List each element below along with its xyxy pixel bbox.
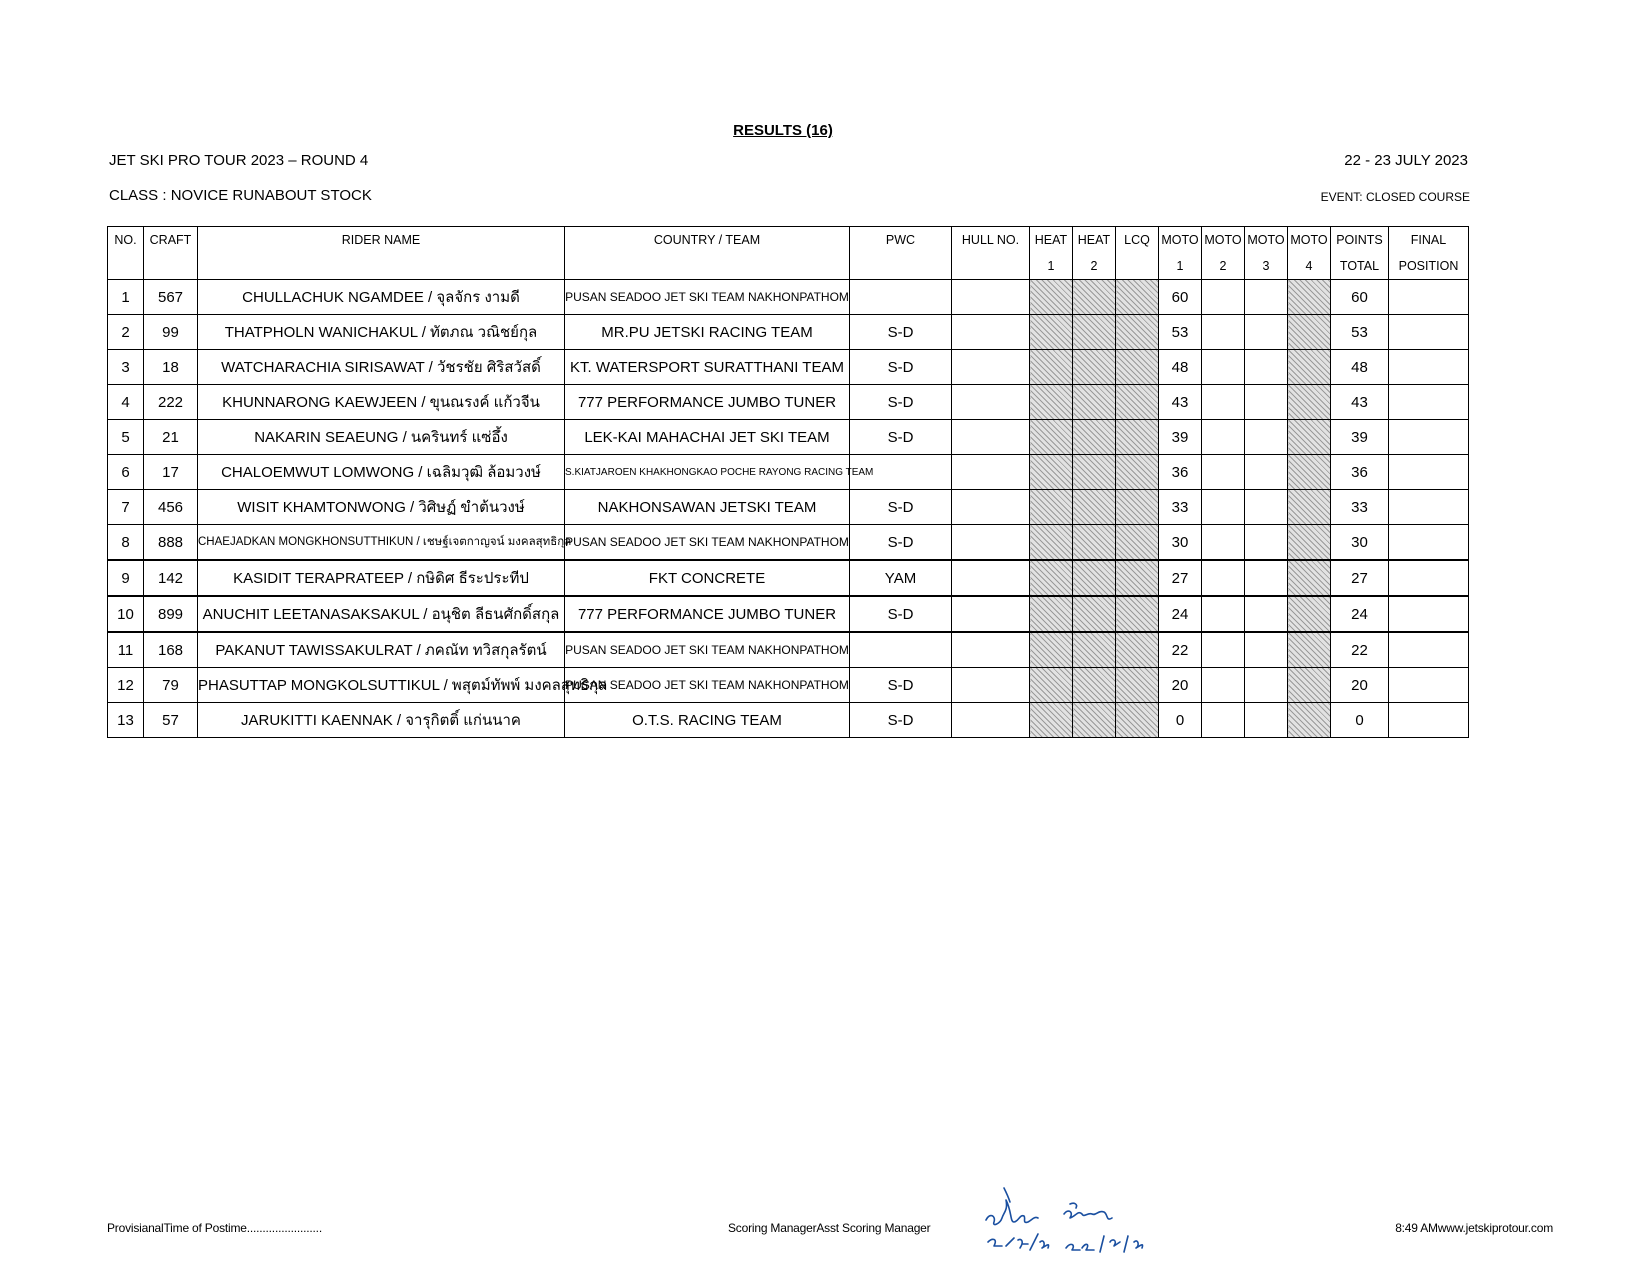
moto-3 xyxy=(1245,490,1288,525)
moto-2 xyxy=(1202,703,1245,738)
result-row xyxy=(108,315,1469,350)
points-total: 20 xyxy=(1331,668,1389,703)
moto-1: 43 xyxy=(1159,385,1202,420)
moto-4 xyxy=(1288,455,1331,490)
moto-1: 33 xyxy=(1159,490,1202,525)
moto-4 xyxy=(1288,596,1331,632)
heat-2 xyxy=(1073,596,1116,632)
column-header: 2 xyxy=(1202,253,1245,280)
column-header: 1 xyxy=(1030,253,1073,280)
event-date: 22 - 23 JULY 2023 xyxy=(1344,152,1468,169)
points-total: 0 xyxy=(1331,703,1389,738)
rider-name: THATPHOLN WANICHAKUL / ทัตภณ วณิชย์กุล xyxy=(198,315,565,350)
heat-1 xyxy=(1030,703,1073,738)
moto-2 xyxy=(1202,455,1245,490)
moto-1: 30 xyxy=(1159,525,1202,561)
moto-2 xyxy=(1202,632,1245,668)
points-total: 60 xyxy=(1331,280,1389,315)
moto-2 xyxy=(1202,420,1245,455)
hull-number xyxy=(952,632,1030,668)
moto-4 xyxy=(1288,385,1331,420)
final-position xyxy=(1389,455,1469,490)
moto-3 xyxy=(1245,703,1288,738)
points-total: 36 xyxy=(1331,455,1389,490)
result-row xyxy=(108,668,1469,703)
moto-1: 60 xyxy=(1159,280,1202,315)
row-number: 4 xyxy=(108,385,144,420)
heat-2 xyxy=(1073,315,1116,350)
row-number: 9 xyxy=(108,560,144,596)
rider-name: PAKANUT TAWISSAKULRAT / ภคณัท ทวิสกุลรัตน์ xyxy=(198,632,565,668)
country-team: O.T.S. RACING TEAM xyxy=(565,703,850,738)
country-team: KT. WATERSPORT SURATTHANI TEAM xyxy=(565,350,850,385)
moto-4 xyxy=(1288,315,1331,350)
result-row xyxy=(108,560,1469,596)
moto-4 xyxy=(1288,420,1331,455)
moto-1: 36 xyxy=(1159,455,1202,490)
rider-name: WISIT KHAMTONWONG / วิศิษฏ์ ขำต้นวงษ์ xyxy=(198,490,565,525)
column-header xyxy=(850,253,952,280)
heat-1 xyxy=(1030,280,1073,315)
craft-number: 168 xyxy=(144,632,198,668)
column-header: HEAT xyxy=(1030,227,1073,254)
row-number: 8 xyxy=(108,525,144,561)
rider-name: JARUKITTI KAENNAK / จารุกิตติ์ แก่นนาค xyxy=(198,703,565,738)
moto-3 xyxy=(1245,315,1288,350)
moto-1: 22 xyxy=(1159,632,1202,668)
row-number: 2 xyxy=(108,315,144,350)
moto-3 xyxy=(1245,385,1288,420)
column-header: FINAL xyxy=(1389,227,1469,254)
hull-number xyxy=(952,315,1030,350)
moto-1: 0 xyxy=(1159,703,1202,738)
column-header xyxy=(952,253,1030,280)
lcq xyxy=(1116,703,1159,738)
moto-1: 39 xyxy=(1159,420,1202,455)
heat-1 xyxy=(1030,632,1073,668)
lcq xyxy=(1116,560,1159,596)
final-position xyxy=(1389,280,1469,315)
moto-3 xyxy=(1245,525,1288,561)
column-header: MOTO xyxy=(1202,227,1245,254)
final-position xyxy=(1389,596,1469,632)
rider-name: KHUNNARONG KAEWJEEN / ขุนณรงค์ แก้วจีน xyxy=(198,385,565,420)
final-position xyxy=(1389,525,1469,561)
craft-number: 17 xyxy=(144,455,198,490)
heat-1 xyxy=(1030,596,1073,632)
moto-1: 53 xyxy=(1159,315,1202,350)
final-position xyxy=(1389,490,1469,525)
heat-2 xyxy=(1073,668,1116,703)
final-position xyxy=(1389,420,1469,455)
row-number: 12 xyxy=(108,668,144,703)
rider-name: ANUCHIT LEETANASAKSAKUL / อนุชิต ลีธนศักดิ์สกุล xyxy=(198,596,565,632)
craft-number: 888 xyxy=(144,525,198,561)
moto-4 xyxy=(1288,668,1331,703)
moto-2 xyxy=(1202,525,1245,561)
heat-1 xyxy=(1030,560,1073,596)
lcq xyxy=(1116,420,1159,455)
heat-2 xyxy=(1073,560,1116,596)
result-row xyxy=(108,420,1469,455)
lcq xyxy=(1116,490,1159,525)
country-team: S.KIATJAROEN KHAKHONGKAO POCHE RAYONG RACING TEAM xyxy=(565,455,850,490)
heat-1 xyxy=(1030,315,1073,350)
craft-number: 222 xyxy=(144,385,198,420)
craft-number: 21 xyxy=(144,420,198,455)
craft-number: 456 xyxy=(144,490,198,525)
rider-name: NAKARIN SEAEUNG / นครินทร์ แซ่อึ้ง xyxy=(198,420,565,455)
row-number: 11 xyxy=(108,632,144,668)
event-class: CLASS : NOVICE RUNABOUT STOCK xyxy=(109,187,372,204)
moto-4 xyxy=(1288,280,1331,315)
column-header: MOTO xyxy=(1159,227,1202,254)
lcq xyxy=(1116,280,1159,315)
moto-3 xyxy=(1245,350,1288,385)
result-row xyxy=(108,455,1469,490)
final-position xyxy=(1389,385,1469,420)
country-team: LEK-KAI MAHACHAI JET SKI TEAM xyxy=(565,420,850,455)
heat-1 xyxy=(1030,385,1073,420)
pwc xyxy=(850,280,952,315)
final-position xyxy=(1389,668,1469,703)
moto-3 xyxy=(1245,280,1288,315)
hull-number xyxy=(952,668,1030,703)
heat-2 xyxy=(1073,280,1116,315)
moto-1: 27 xyxy=(1159,560,1202,596)
moto-3 xyxy=(1245,632,1288,668)
moto-2 xyxy=(1202,280,1245,315)
rider-name: CHAEJADKAN MONGKHONSUTTHIKUN / เชษฐ์เจตกาญจน์ มงคลสุทธิกุล xyxy=(198,525,565,561)
moto-2 xyxy=(1202,350,1245,385)
final-position xyxy=(1389,632,1469,668)
row-number: 13 xyxy=(108,703,144,738)
header-row xyxy=(108,253,1469,280)
moto-4 xyxy=(1288,350,1331,385)
pwc: S-D xyxy=(850,596,952,632)
heat-2 xyxy=(1073,525,1116,561)
column-header: RIDER NAME xyxy=(198,227,565,254)
moto-2 xyxy=(1202,490,1245,525)
rider-name: WATCHARACHIA SIRISAWAT / วัชรชัย ศิริสวัสดิ์ xyxy=(198,350,565,385)
craft-number: 899 xyxy=(144,596,198,632)
lcq xyxy=(1116,525,1159,561)
column-header: HULL NO. xyxy=(952,227,1030,254)
pwc: S-D xyxy=(850,490,952,525)
moto-1: 48 xyxy=(1159,350,1202,385)
hull-number xyxy=(952,385,1030,420)
column-header: CRAFT xyxy=(144,227,198,254)
points-total: 30 xyxy=(1331,525,1389,561)
hull-number xyxy=(952,703,1030,738)
header-row xyxy=(108,227,1469,254)
column-header: HEAT xyxy=(1073,227,1116,254)
result-row xyxy=(108,280,1469,315)
footer-scoring-managers: Scoring ManagerAsst Scoring Manager xyxy=(728,1221,931,1235)
craft-number: 18 xyxy=(144,350,198,385)
moto-4 xyxy=(1288,632,1331,668)
column-header xyxy=(1116,253,1159,280)
pwc: S-D xyxy=(850,420,952,455)
country-team: PUSAN SEADOO JET SKI TEAM NAKHONPATHOM xyxy=(565,525,850,561)
column-header xyxy=(108,253,144,280)
points-total: 48 xyxy=(1331,350,1389,385)
result-row xyxy=(108,525,1469,561)
craft-number: 99 xyxy=(144,315,198,350)
country-team: PUSAN SEADOO JET SKI TEAM NAKHONPATHOM xyxy=(565,632,850,668)
heat-2 xyxy=(1073,632,1116,668)
event-type: EVENT: CLOSED COURSE xyxy=(1320,190,1470,204)
pwc: S-D xyxy=(850,668,952,703)
heat-1 xyxy=(1030,420,1073,455)
country-team: PUSAN SEADOO JET SKI TEAM NAKHONPATHOM xyxy=(565,280,850,315)
craft-number: 57 xyxy=(144,703,198,738)
craft-number: 79 xyxy=(144,668,198,703)
result-row xyxy=(108,596,1469,632)
heat-1 xyxy=(1030,455,1073,490)
heat-2 xyxy=(1073,385,1116,420)
pwc: S-D xyxy=(850,703,952,738)
pwc: S-D xyxy=(850,525,952,561)
result-row xyxy=(108,632,1469,668)
moto-3 xyxy=(1245,668,1288,703)
row-number: 6 xyxy=(108,455,144,490)
final-position xyxy=(1389,315,1469,350)
moto-2 xyxy=(1202,560,1245,596)
column-header: 2 xyxy=(1073,253,1116,280)
final-position xyxy=(1389,350,1469,385)
result-row xyxy=(108,350,1469,385)
heat-2 xyxy=(1073,455,1116,490)
pwc: S-D xyxy=(850,385,952,420)
column-header: PWC xyxy=(850,227,952,254)
moto-2 xyxy=(1202,668,1245,703)
column-header xyxy=(144,253,198,280)
moto-4 xyxy=(1288,490,1331,525)
hull-number xyxy=(952,280,1030,315)
hull-number xyxy=(952,455,1030,490)
moto-4 xyxy=(1288,703,1331,738)
points-total: 53 xyxy=(1331,315,1389,350)
pwc xyxy=(850,632,952,668)
result-row xyxy=(108,703,1469,738)
heat-2 xyxy=(1073,350,1116,385)
country-team: 777 PERFORMANCE JUMBO TUNER xyxy=(565,596,850,632)
rider-name: CHALOEMWUT LOMWONG / เฉลิมวุฒิ ล้อมวงษ์ xyxy=(198,455,565,490)
results-table xyxy=(107,226,1469,738)
result-row xyxy=(108,385,1469,420)
heat-1 xyxy=(1030,525,1073,561)
column-header: LCQ xyxy=(1116,227,1159,254)
pwc: S-D xyxy=(850,350,952,385)
moto-1: 20 xyxy=(1159,668,1202,703)
hull-number xyxy=(952,560,1030,596)
result-row xyxy=(108,490,1469,525)
rider-name: CHULLACHUK NGAMDEE / จุลจักร งามดี xyxy=(198,280,565,315)
column-header: POSITION xyxy=(1389,253,1469,280)
hull-number xyxy=(952,596,1030,632)
craft-number: 142 xyxy=(144,560,198,596)
rider-name: PHASUTTAP MONGKOLSUTTIKUL / พสุตม์ทัพพ์ มงคลสุทธิกุล xyxy=(198,668,565,703)
lcq xyxy=(1116,632,1159,668)
column-header: 4 xyxy=(1288,253,1331,280)
row-number: 7 xyxy=(108,490,144,525)
pwc: S-D xyxy=(850,315,952,350)
points-total: 22 xyxy=(1331,632,1389,668)
column-header: NO. xyxy=(108,227,144,254)
row-number: 5 xyxy=(108,420,144,455)
points-total: 43 xyxy=(1331,385,1389,420)
lcq xyxy=(1116,350,1159,385)
rider-name: KASIDIT TERAPRATEEP / กษิดิศ ธีระประทีป xyxy=(198,560,565,596)
points-total: 39 xyxy=(1331,420,1389,455)
moto-2 xyxy=(1202,315,1245,350)
pwc: YAM xyxy=(850,560,952,596)
event-name: JET SKI PRO TOUR 2023 – ROUND 4 xyxy=(109,152,369,169)
column-header: POINTS xyxy=(1331,227,1389,254)
final-position xyxy=(1389,560,1469,596)
row-number: 3 xyxy=(108,350,144,385)
row-number: 1 xyxy=(108,280,144,315)
country-team: 777 PERFORMANCE JUMBO TUNER xyxy=(565,385,850,420)
lcq xyxy=(1116,315,1159,350)
hull-number xyxy=(952,420,1030,455)
heat-1 xyxy=(1030,490,1073,525)
country-team: PUSAN SEADOO JET SKI TEAM NAKHONPATHOM xyxy=(565,668,850,703)
column-header: 1 xyxy=(1159,253,1202,280)
moto-4 xyxy=(1288,560,1331,596)
lcq xyxy=(1116,385,1159,420)
moto-2 xyxy=(1202,596,1245,632)
moto-1: 24 xyxy=(1159,596,1202,632)
moto-3 xyxy=(1245,420,1288,455)
points-total: 27 xyxy=(1331,560,1389,596)
moto-4 xyxy=(1288,525,1331,561)
lcq xyxy=(1116,455,1159,490)
lcq xyxy=(1116,668,1159,703)
column-header xyxy=(565,253,850,280)
row-number: 10 xyxy=(108,596,144,632)
country-team: NAKHONSAWAN JETSKI TEAM xyxy=(565,490,850,525)
final-position xyxy=(1389,703,1469,738)
hull-number xyxy=(952,525,1030,561)
moto-3 xyxy=(1245,455,1288,490)
handwritten-signatures xyxy=(978,1172,1178,1262)
heat-2 xyxy=(1073,703,1116,738)
hull-number xyxy=(952,350,1030,385)
points-total: 33 xyxy=(1331,490,1389,525)
moto-3 xyxy=(1245,596,1288,632)
points-total: 24 xyxy=(1331,596,1389,632)
country-team: MR.PU JETSKI RACING TEAM xyxy=(565,315,850,350)
moto-2 xyxy=(1202,385,1245,420)
country-team: FKT CONCRETE xyxy=(565,560,850,596)
footer-time-website: 8:49 AMwww.jetskiprotour.com xyxy=(1395,1221,1553,1235)
heat-1 xyxy=(1030,668,1073,703)
column-header: MOTO xyxy=(1288,227,1331,254)
column-header xyxy=(198,253,565,280)
craft-number: 567 xyxy=(144,280,198,315)
lcq xyxy=(1116,596,1159,632)
moto-3 xyxy=(1245,560,1288,596)
footer-provisional: ProvisianalTime of Postime........................ xyxy=(107,1221,322,1235)
column-header: MOTO xyxy=(1245,227,1288,254)
heat-2 xyxy=(1073,490,1116,525)
column-header: TOTAL xyxy=(1331,253,1389,280)
column-header: COUNTRY / TEAM xyxy=(565,227,850,254)
hull-number xyxy=(952,490,1030,525)
heat-2 xyxy=(1073,420,1116,455)
column-header: 3 xyxy=(1245,253,1288,280)
heat-1 xyxy=(1030,350,1073,385)
document-title: RESULTS (16) xyxy=(733,122,833,139)
